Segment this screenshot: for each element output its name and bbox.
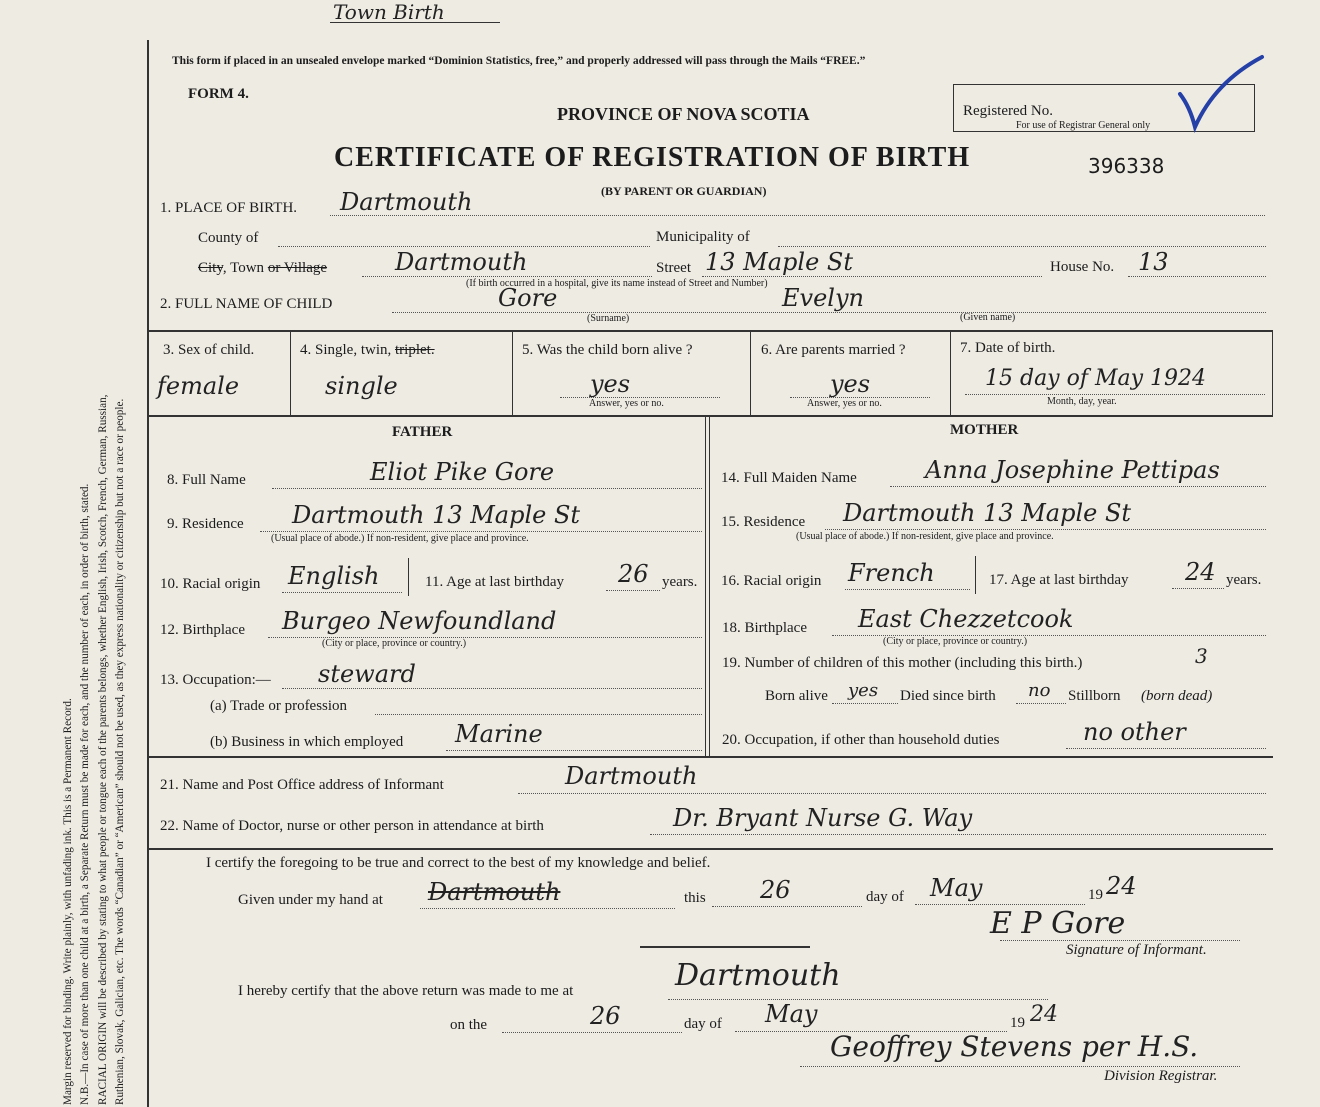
born-alive-label: 5. Was the child born alive ?: [522, 342, 693, 358]
on-the-label: on the: [450, 1017, 488, 1033]
mother-birthplace-label: 18. Birthplace: [722, 620, 807, 636]
date-of-birth-value: 15 day of May 1924: [985, 366, 1207, 391]
fill-line: [606, 590, 660, 591]
father-heading: FATHER: [392, 424, 453, 440]
num-children-label: 19. Number of children of this mother (including this birth.): [722, 655, 1083, 671]
fill-line: [890, 486, 1266, 487]
cell-divider: [408, 558, 409, 596]
signature-informant-caption: Signature of Informant.: [1066, 942, 1207, 958]
given-day-value: 26: [760, 876, 791, 904]
parent-divider: [709, 416, 710, 756]
fill-line: [518, 793, 1266, 794]
parent-divider: [705, 416, 706, 756]
mother-name-value: Anna Josephine Pettipas: [925, 456, 1220, 484]
margin-line: N.B.—In case of more than one child at a birth, a Separate Return must be made for each, and the number of each, in order of birth, stated.: [79, 483, 92, 1105]
mother-age-label: 17. Age at last birthday: [989, 572, 1129, 588]
fill-line: [1172, 588, 1224, 589]
day-of-label: day of: [866, 889, 904, 905]
plurality-value: single: [325, 372, 398, 400]
mailing-note: This form if placed in an unsealed envelope marked “Dominion Statistics, free,” and properly addressed will pass through the Mails “FREE.”: [172, 55, 866, 67]
given-month-value: May: [930, 874, 983, 902]
surname-value: Gore: [498, 284, 558, 312]
certificate-title: CERTIFICATE OF REGISTRATION OF BIRTH: [334, 142, 971, 173]
num-children-value: 3: [1195, 644, 1208, 668]
fill-line: [260, 531, 702, 532]
mother-heading: MOTHER: [950, 422, 1019, 438]
day-of-label: day of: [684, 1016, 722, 1032]
certificate-subtitle: (BY PARENT OR GUARDIAN): [601, 184, 767, 198]
checkmark-icon: [1170, 52, 1270, 134]
doctor-label: 22. Name of Doctor, nurse or other person in attendance at birth: [160, 818, 544, 834]
year-prefix: 19: [1010, 1015, 1025, 1031]
registered-day-value: 26: [590, 1002, 621, 1030]
cell-divider: [750, 331, 751, 416]
fill-line: [845, 589, 970, 590]
section-divider: [148, 848, 1273, 850]
mother-occupation-label: 20. Occupation, if other than household duties: [722, 732, 1000, 748]
born-alive-count-label: Born alive: [765, 688, 828, 704]
separator-line: [640, 946, 810, 948]
margin-instructions: [60, 105, 130, 1105]
place-of-birth-value: Dartmouth: [340, 188, 473, 216]
town-text: , Town: [222, 260, 268, 276]
mother-residence-label: 15. Residence: [721, 514, 806, 530]
fill-line: [650, 834, 1266, 835]
given-name-value: Evelyn: [782, 284, 864, 312]
section-divider: [148, 756, 1273, 758]
mother-age-value: 24: [1185, 558, 1216, 586]
years-label: years.: [662, 574, 698, 590]
section-divider: [148, 415, 1273, 417]
father-occupation-label: 13. Occupation:—: [160, 672, 271, 688]
usual-place-caption: (Usual place of abode.) If non-resident, give place and province.: [796, 531, 1054, 542]
registrar-use-note: For use of Registrar General only: [1016, 120, 1151, 131]
sex-value: female: [157, 372, 240, 400]
form-left-border: [147, 40, 149, 1107]
cell-divider: [1272, 331, 1273, 416]
cell-divider: [512, 331, 513, 416]
surname-caption: (Surname): [587, 313, 630, 324]
fill-line: [446, 750, 702, 751]
registered-year-value: 24: [1030, 1002, 1058, 1027]
fill-line: [825, 529, 1266, 530]
registered-month-value: May: [765, 1000, 818, 1028]
city-town-value: Dartmouth: [395, 248, 528, 276]
fill-line: [832, 703, 898, 704]
usual-place-caption: (Usual place of abode.) If non-resident, give place and province.: [271, 533, 529, 544]
father-business-value: Marine: [455, 720, 543, 748]
doctor-value: Dr. Bryant Nurse G. Way: [673, 804, 973, 832]
city-town-label: [198, 260, 327, 277]
father-racial-label: 10. Racial origin: [160, 576, 261, 592]
died-since-value: no: [1028, 680, 1051, 701]
street-label: Street: [656, 260, 691, 276]
cell-divider: [950, 331, 951, 416]
fill-line: [1000, 940, 1240, 941]
hereby-certify-label: I hereby certify that the above return was made to me at: [238, 983, 574, 999]
fill-line: [282, 592, 402, 593]
street-value: 13 Maple St: [705, 248, 854, 276]
division-registrar-caption: Division Registrar.: [1104, 1068, 1218, 1084]
father-birthplace-label: 12. Birthplace: [160, 622, 245, 638]
given-under-label: Given under my hand at: [238, 892, 383, 908]
informant-value: Dartmouth: [565, 762, 698, 790]
fill-line: [1128, 276, 1266, 277]
mother-occupation-value: no other: [1083, 718, 1186, 746]
fill-line: [392, 312, 1266, 313]
underline: [330, 22, 500, 23]
village-strike: or Village: [267, 260, 328, 276]
fill-line: [702, 276, 1042, 277]
answer-caption: Answer, yes or no.: [807, 398, 882, 409]
place-of-birth-label: 1. PLACE OF BIRTH.: [160, 200, 298, 216]
county-label: County of: [198, 230, 259, 246]
mother-birthplace-value: East Chezzetcook: [858, 605, 1074, 633]
cell-divider: [290, 331, 291, 416]
sex-label: 3. Sex of child.: [163, 342, 255, 358]
plurality-text: 4. Single, twin,: [300, 342, 396, 358]
father-age-value: 26: [618, 560, 649, 588]
died-since-label: Died since birth: [900, 688, 996, 704]
section-divider: [148, 330, 1273, 332]
fill-line: [375, 714, 702, 715]
city-place-caption: (City or place, province or country.): [883, 636, 1028, 647]
plurality-label: [300, 342, 435, 359]
fill-line: [668, 999, 1048, 1000]
mother-racial-value: French: [848, 559, 935, 587]
fill-line: [420, 908, 675, 909]
father-residence-value: Dartmouth 13 Maple St: [292, 501, 581, 529]
house-no-value: 13: [1138, 248, 1169, 276]
parents-married-value: yes: [830, 370, 871, 398]
margin-line: Ruthenian, Slovak, Galician, etc. The words “Canadian” or “American” should not be used, as they express nationality or citizenship but not a race or people.: [114, 398, 127, 1105]
father-racial-value: English: [288, 562, 380, 590]
fill-line: [330, 215, 1265, 216]
margin-line: RACIAL ORIGIN will be described by stating to what people or tongue each of the parents belongs, whether English, Irish, Scotch, French, German, Russian,: [96, 394, 109, 1105]
born-dead-caption: (born dead): [1141, 688, 1213, 704]
hospital-note: (If birth occurred in a hospital, give its name instead of Street and Number): [466, 278, 768, 289]
year-prefix: 19: [1088, 887, 1103, 903]
mother-residence-value: Dartmouth 13 Maple St: [843, 499, 1132, 527]
certify-statement: I certify the foregoing to be true and correct to the best of my knowledge and belief.: [206, 855, 711, 871]
father-birthplace-value: Burgeo Newfoundland: [282, 607, 557, 635]
born-alive-count-value: yes: [848, 680, 879, 701]
month-day-year-caption: Month, day, year.: [1047, 396, 1117, 407]
father-name-label: 8. Full Name: [167, 472, 246, 488]
mother-racial-label: 16. Racial origin: [721, 573, 822, 589]
triplet-strike: triplet.: [395, 342, 435, 358]
years-label: years.: [1226, 572, 1262, 588]
registration-number: 396338: [1088, 154, 1165, 178]
mother-name-label: 14. Full Maiden Name: [721, 470, 857, 486]
municipality-label: Municipality of: [656, 229, 750, 245]
given-at-value: Dartmouth: [428, 878, 561, 906]
born-alive-value: yes: [590, 370, 631, 398]
parents-married-label: 6. Are parents married ?: [761, 342, 906, 358]
date-of-birth-label: 7. Date of birth.: [960, 340, 1056, 356]
given-year-value: 24: [1106, 872, 1137, 900]
city-place-caption: (City or place, province or country.): [322, 638, 467, 649]
fill-line: [272, 488, 702, 489]
fill-line: [1016, 703, 1066, 704]
registered-at-value: Dartmouth: [675, 958, 841, 993]
fill-line: [362, 276, 652, 277]
town-birth-note: Town Birth: [333, 0, 445, 24]
cell-divider: [975, 556, 976, 594]
father-residence-label: 9. Residence: [167, 516, 244, 532]
city-strike: City: [198, 260, 223, 276]
form-number: FORM 4.: [188, 86, 249, 102]
fill-line: [502, 1032, 682, 1033]
registrar-signature: Geoffrey Stevens per H.S.: [830, 1030, 1199, 1063]
given-name-caption: (Given name): [960, 312, 1016, 323]
trade-label: (a) Trade or profession: [210, 698, 348, 714]
informant-signature: E P Gore: [990, 906, 1126, 941]
fill-line: [1066, 748, 1266, 749]
province-heading: PROVINCE OF NOVA SCOTIA: [557, 104, 810, 124]
fill-line: [800, 1066, 1240, 1067]
answer-caption: Answer, yes or no.: [589, 398, 664, 409]
house-no-label: House No.: [1050, 259, 1115, 275]
fill-line: [778, 246, 1266, 247]
fill-line: [965, 394, 1265, 395]
fill-line: [712, 906, 862, 907]
father-age-label: 11. Age at last birthday: [425, 574, 564, 590]
father-occupation-value: steward: [318, 660, 416, 688]
full-name-label: 2. FULL NAME OF CHILD: [160, 296, 333, 312]
this-label: this: [684, 890, 706, 906]
fill-line: [915, 904, 1085, 905]
business-label: (b) Business in which employed: [210, 734, 404, 750]
fill-line: [282, 688, 702, 689]
registered-no-label: Registered No.: [963, 103, 1053, 119]
fill-line: [278, 246, 650, 247]
father-name-value: Eliot Pike Gore: [370, 458, 555, 486]
informant-label: 21. Name and Post Office address of Informant: [160, 777, 444, 793]
stillborn-label: Stillborn: [1068, 688, 1121, 704]
margin-line: Margin reserved for binding. Write plainly, with unfading ink. This is a Permanent Record.: [62, 698, 74, 1105]
